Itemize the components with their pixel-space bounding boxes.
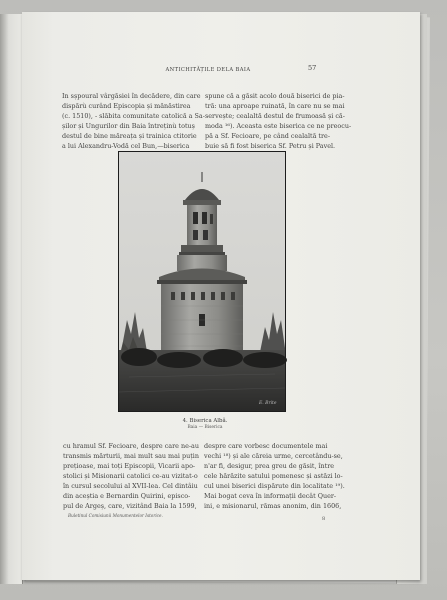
text-line: In sșpoural vârgăsiei în decădere, din care [62, 92, 201, 100]
text-line: șilor și Ungurilor din Baia întreținù totuș [62, 122, 195, 130]
text-line: cu hramul Sf. Fecioare, despre care ne-au [63, 442, 199, 450]
text-line: cul unei biserici dispărute din localitate ¹⁹). [204, 482, 345, 490]
signature-mark: 8 [322, 516, 326, 522]
text-line: din aceștia e Bernardin Quirini, episco- [63, 492, 191, 500]
text-line: pă a Sf. Fecioare, pe când cealaltă tre- [205, 132, 330, 140]
text-line: a lui Alexandru-Vodă cel Bun,—biserica [62, 142, 190, 150]
book-binding [0, 14, 23, 584]
text-line: dispărù curând Episcopia și mănăstirea [62, 102, 191, 110]
text-line: destul de bine măreața și trainica ctitorie [62, 132, 197, 140]
text-line: vechi ¹⁸) și ale căreia urme, cercetându-se, [204, 452, 343, 460]
text-line: tră: una aproape ruinată, în care nu se mai [205, 102, 345, 110]
figure-caption: 4. Biserica Albă. [182, 418, 228, 424]
text-line: cele hărăzite satului pomenesc și astăzi lo- [204, 472, 343, 480]
church-tower-photo [119, 152, 285, 411]
text-column-top-right [205, 91, 352, 151]
church-photograph [118, 151, 286, 412]
text-column-bottom-right [204, 441, 345, 511]
text-line: buie să fi fost biserica Sf. Petru și Pavel. [205, 142, 336, 150]
figure-location: Baia — Biserica [187, 425, 223, 430]
text-line: spune că a găsit acolo două biserici de pia- [205, 92, 345, 100]
text-line: stolici și Misionarii catolici ce-au vizitat-o [63, 472, 198, 480]
running-head: ANTICHITĂȚILE DELA BAIA [165, 67, 251, 73]
text-line: ini, e misionarul, rămas anonim, din 1606, [204, 502, 342, 510]
text-line: servește; cealaltă destul de frumoasă și că- [205, 112, 345, 120]
photo-credit-mark: E. Brite [259, 401, 277, 406]
text-line: Mai bogat ceva în informații decât Quer- [204, 492, 337, 500]
text-line: n'ar fi, desigur, prea greu de găsit, între [204, 462, 335, 470]
text-column-bottom-left [63, 441, 199, 511]
page-number: 57 [308, 64, 317, 72]
text-line: prețioase, mai toți Episcopii, Vicarii apo- [63, 462, 196, 470]
footer-journal-note: Buletinul Comisiunii Monumentelor Istorice. [68, 513, 163, 518]
text-line: în cursul secolului al XVII-lea. Cel dintâiu [63, 482, 198, 490]
text-line: pul de Argeș, care, vizitând Baia la 1599, [63, 502, 197, 510]
text-line: transmis mărturii, mai mult sau mai puțin [63, 452, 199, 460]
text-line: moda ¹⁶). Aceasta este biserica ce ne preocu- [205, 122, 352, 130]
text-line: despre care vorbesc documentele mai [204, 442, 328, 450]
text-column-top-left [62, 91, 205, 151]
text-line: (c. 1510), - slăbita comunitate catolică a Sa- [62, 112, 205, 120]
